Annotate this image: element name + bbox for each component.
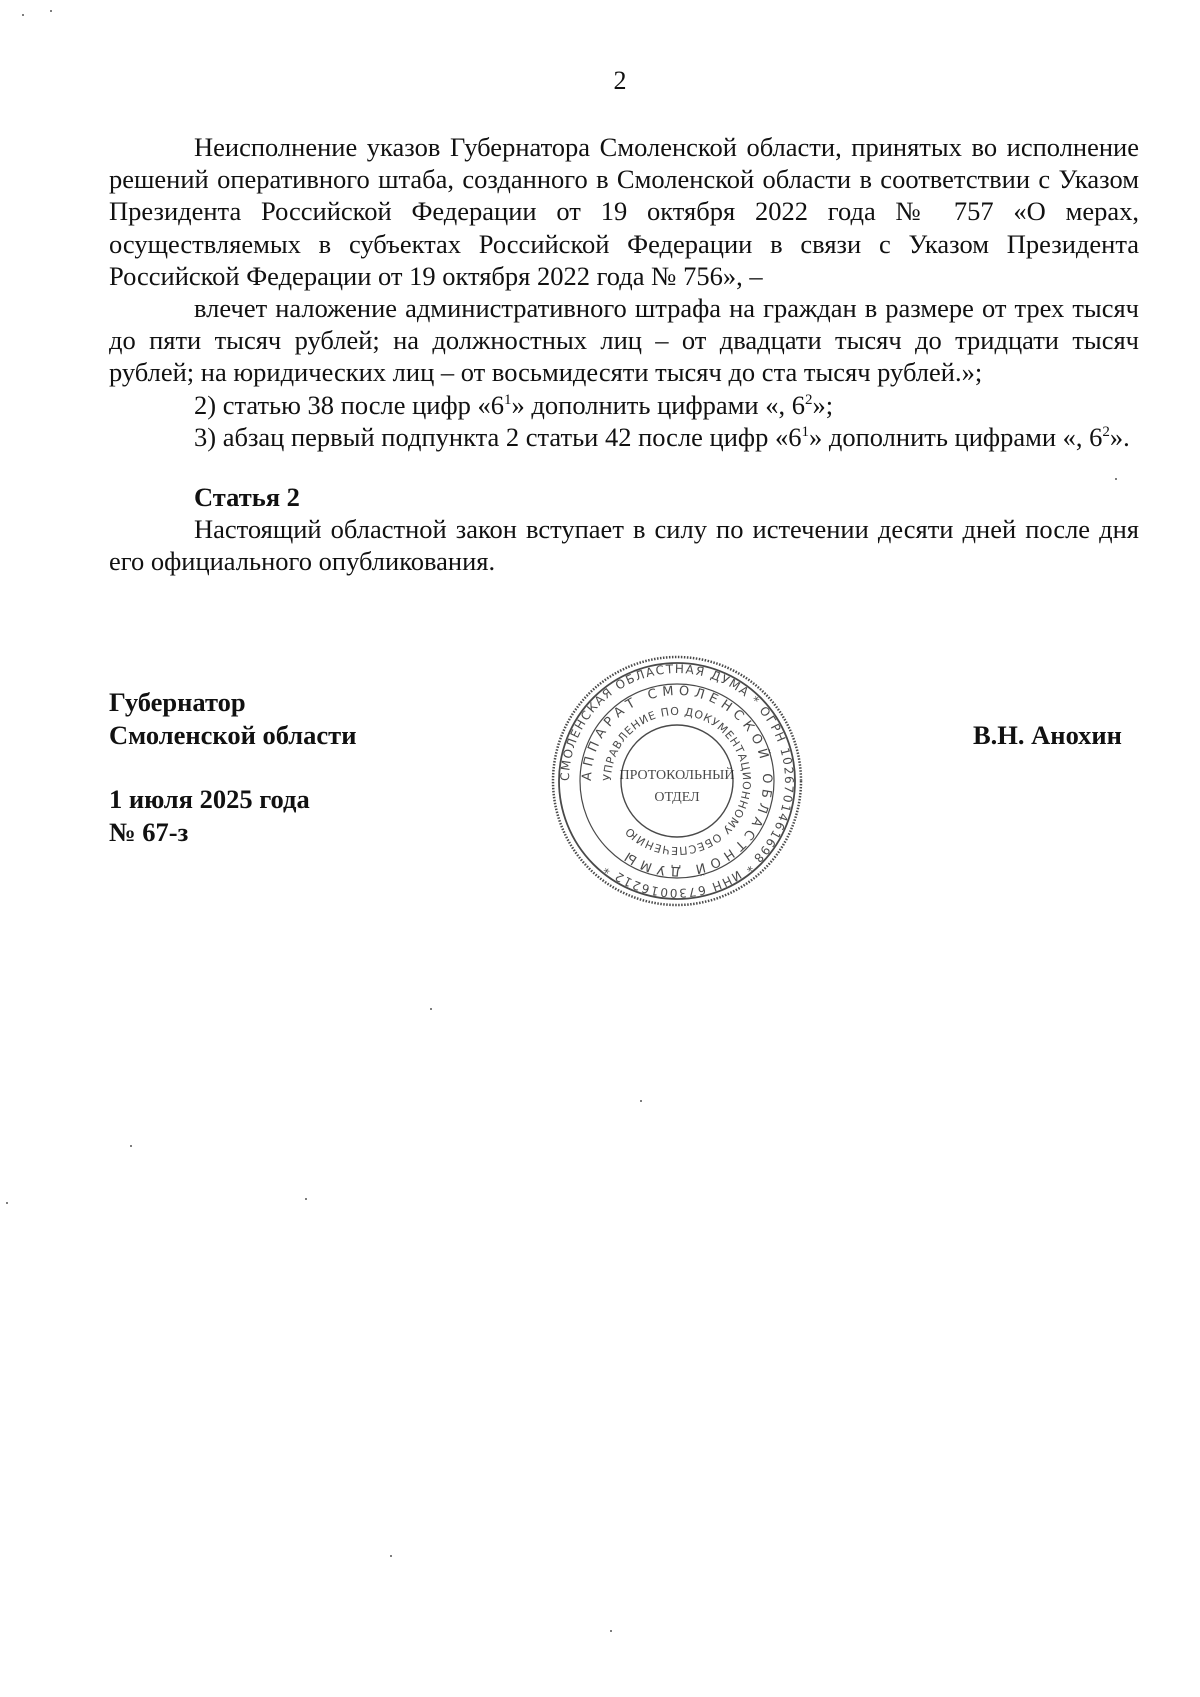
superscript: 2: [804, 391, 813, 408]
seal-center-line1: ПРОТОКОЛЬНЫЙ: [619, 768, 735, 783]
law-number: № 67-з: [109, 816, 189, 847]
seal-center-line2: ОТДЕЛ: [654, 790, 700, 805]
amendment-text: » дополнить цифрами «, 6: [808, 421, 1103, 452]
law-date: 1 июля 2025 года: [109, 784, 310, 814]
scan-speck: [305, 1198, 307, 1200]
scan-speck: [640, 1100, 642, 1102]
seal-inner-text: УПРАВЛЕНИЕ ПО ДОКУМЕНТАЦИОННОМУ ОБЕСПЕЧЕНИЮ: [600, 704, 754, 858]
signatory-title-line1: Губернатор: [109, 687, 246, 717]
amendment-text: 2) статью 38 после цифр «6: [194, 389, 505, 420]
scan-speck: [610, 1630, 612, 1632]
scan-speck: [6, 1202, 8, 1204]
page-number: 2: [613, 66, 627, 95]
amendment-text: 3) абзац первый подпункта 2 статьи 42 после цифр «6: [194, 421, 802, 452]
superscript: 2: [1102, 423, 1110, 440]
scan-speck: [22, 14, 24, 16]
paragraph-amendment-article-42: [109, 421, 1139, 453]
scan-speck: [1115, 478, 1117, 480]
scan-speck: [50, 10, 52, 12]
superscript: 1: [504, 391, 512, 408]
article-heading: Статья 2: [194, 482, 300, 513]
amendment-text: ».: [1109, 421, 1130, 452]
paragraph-offense: Неисполнение указов Губернатора Смоленской области, принятых во исполнение решений оперативного штаба, созданного в Смоленской области в соответствии с Указом Президента Российской Федерации от 19 октября 2022 года № 757 «О мерах, осуществляемых в субъектах Российской Федерации в связи с Указом Президента Российской Федерации от 19 октября 2022 года № 756», –: [109, 132, 1139, 291]
signature-block: [109, 686, 356, 848]
signatory-title-line2: Смоленской области: [109, 719, 357, 750]
scan-speck: [130, 1145, 132, 1147]
paragraph-amendment-article-38: [109, 389, 1139, 421]
seal-middle-text: АППАРАТ СМОЛЕНСКОЙ ОБЛАСТНОЙ ДУМЫ: [579, 683, 775, 879]
seal-outer-text: СМОЛЕНСКАЯ ОБЛАСТНАЯ ДУМА * ОГРН 1026701461698 * ИНН 6730016212 *: [557, 661, 797, 901]
amendment-text: » дополнить цифрами «, 6: [511, 389, 805, 420]
paragraph-penalty: влечет наложение административного штрафа на граждан в размере от трех тысяч до пяти тысяч рублей; на должностных лиц – от двадцати тысяч до тридцати тысяч рублей; на юридических лиц – от восьмидесяти тысяч до ста тысяч рублей.»;: [109, 293, 1139, 388]
superscript: 1: [801, 423, 809, 440]
document-body: [109, 131, 1139, 578]
official-seal-stamp: [547, 651, 807, 911]
amendment-text: »;: [812, 389, 834, 420]
article-text: Настоящий областной закон вступает в силу по истечении десяти дней после дня его официального опубликования.: [109, 514, 1139, 577]
scan-speck: [430, 1008, 432, 1010]
scan-speck: [390, 1555, 392, 1557]
signatory-name: В.Н. Анохин: [973, 720, 1122, 750]
